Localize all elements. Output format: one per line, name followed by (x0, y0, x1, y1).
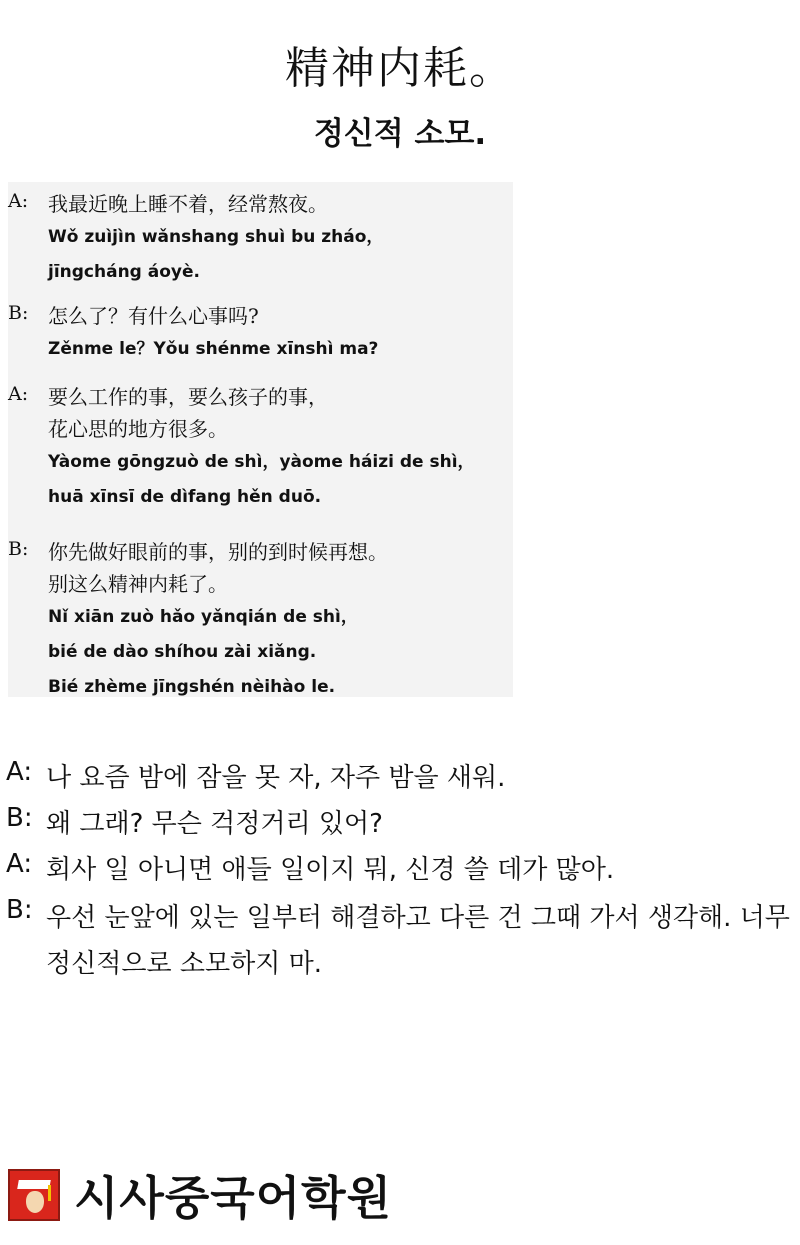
chinese-line: 要么工作的事，要么孩子的事， (48, 385, 328, 409)
translation-line-3 (6, 849, 796, 895)
translation-line-4 (6, 895, 796, 985)
chinese-line: 我最近晚上睡不着，经常熬夜。 (48, 192, 328, 216)
pinyin-line: Wǒ zuìjìn wǎnshang shuì bu zháo， (48, 227, 384, 247)
speaker-label: A: (8, 383, 29, 405)
pinyin-line: jīngcháng áoyè. (48, 262, 200, 282)
speaker-label: A: (8, 190, 29, 212)
speaker-label: B: (6, 803, 33, 833)
translation-line-2 (6, 803, 796, 849)
korean-translation (6, 757, 796, 985)
translation-text: 회사 일 아니면 애들 일이지 뭐, 신경 쓸 데가 많아. (46, 855, 615, 885)
translation-text: 나 요즘 밤에 잠을 못 자, 자주 밤을 새워. (46, 763, 506, 793)
graduate-logo-icon (8, 1169, 60, 1221)
translation-line-1 (6, 757, 796, 803)
brand-name: 시사중국어학원 (74, 1171, 393, 1225)
pinyin-line: Yàome gōngzuò de shì，yàome háizi de shì， (48, 452, 475, 472)
pinyin-line: Zěnme le？Yǒu shénme xīnshì ma? (48, 339, 379, 359)
speaker-label: A: (6, 849, 33, 879)
pinyin-line: huā xīnsī de dìfang hěn duō. (48, 487, 322, 507)
chinese-line: 你先做好眼前的事，别的到时候再想。 (48, 540, 388, 564)
pinyin-line: Bié zhème jīngshén nèihào le. (48, 677, 336, 697)
speaker-label: B: (8, 302, 29, 324)
dialogue-box (8, 182, 513, 697)
page-title-chinese: 精神内耗。 (285, 43, 515, 94)
speaker-label: B: (6, 895, 33, 925)
chinese-line: 花心思的地方很多。 (48, 417, 228, 441)
chinese-line: 怎么了？有什么心事吗? (48, 304, 259, 328)
pinyin-line: bié de dào shíhou zài xiǎng. (48, 642, 317, 662)
pinyin-line: Nǐ xiān zuò hǎo yǎnqián de shì， (48, 607, 358, 627)
speaker-label: B: (8, 538, 29, 560)
page-title-korean: 정신적 소모. (313, 116, 487, 152)
brand-logo (8, 1165, 392, 1225)
chinese-line: 别这么精神内耗了。 (48, 572, 228, 596)
translation-text: 왜 그래? 무슨 걱정거리 있어? (46, 809, 383, 839)
speaker-label: A: (6, 757, 33, 787)
translation-text: 우선 눈앞에 있는 일부터 해결하고 다른 건 그때 가서 생각해. 너무 정신적으로 소모하지 마. (46, 903, 790, 979)
